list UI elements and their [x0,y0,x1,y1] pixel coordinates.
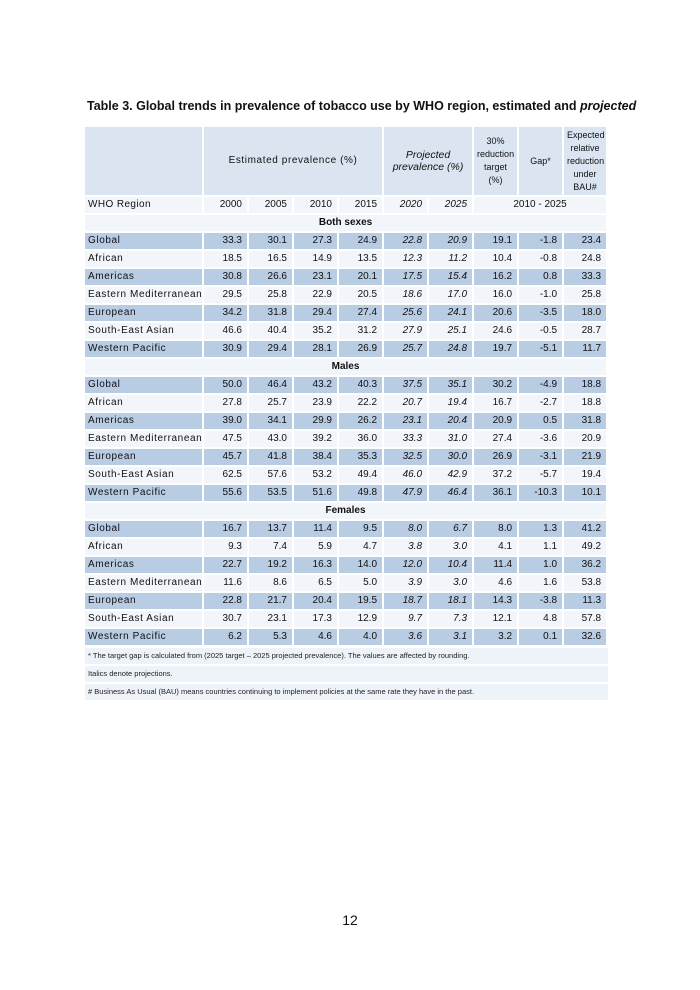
region-name-cell: Eastern Mediterranean [85,431,204,449]
value-cell: 29.4 [294,305,339,323]
value-cell: 22.7 [204,557,249,575]
value-cell: 35.1 [429,377,474,395]
value-cell: 12.9 [339,611,384,629]
value-cell: 23.1 [249,611,294,629]
value-cell: 57.6 [249,467,294,485]
value-cell: 62.5 [204,467,249,485]
value-cell: 13.7 [249,521,294,539]
value-cell: 0.5 [519,413,564,431]
value-cell: -0.5 [519,323,564,341]
value-cell: 22.8 [384,233,429,251]
region-name-cell: Global [85,377,204,395]
region-name-cell: European [85,305,204,323]
table-row [85,629,608,647]
value-cell: -3.6 [519,431,564,449]
value-cell: 39.2 [294,431,339,449]
section-label: Males [85,359,608,377]
year-header: 2020 [384,197,429,215]
page-number: 12 [342,912,358,928]
year-header: 2025 [429,197,474,215]
region-name-cell: Western Pacific [85,485,204,503]
value-cell: 20.5 [339,287,384,305]
value-cell: 22.2 [339,395,384,413]
value-cell: -0.8 [519,251,564,269]
value-cell: 20.9 [474,413,519,431]
value-cell: 24.8 [564,251,608,269]
value-cell: 42.9 [429,467,474,485]
value-cell: 20.9 [429,233,474,251]
value-cell: 36.0 [339,431,384,449]
value-cell: 18.8 [564,395,608,413]
value-cell: 5.3 [249,629,294,647]
value-cell: 8.0 [474,521,519,539]
value-cell: 30.8 [204,269,249,287]
value-cell: 11.4 [474,557,519,575]
table-row [85,395,608,413]
value-cell: 41.8 [249,449,294,467]
value-cell: 46.6 [204,323,249,341]
value-cell: 26.9 [339,341,384,359]
value-cell: 32.5 [384,449,429,467]
value-cell: 11.4 [294,521,339,539]
value-cell: 3.1 [429,629,474,647]
value-cell: 55.6 [204,485,249,503]
table-row [85,287,608,305]
value-cell: 31.0 [429,431,474,449]
value-cell: 10.4 [429,557,474,575]
value-cell: 20.9 [564,431,608,449]
value-cell: 19.4 [564,467,608,485]
value-cell: 9.5 [339,521,384,539]
value-cell: -5.1 [519,341,564,359]
value-cell: 18.7 [384,593,429,611]
value-cell: 12.1 [474,611,519,629]
value-cell: 3.0 [429,575,474,593]
value-cell: 0.8 [519,269,564,287]
value-cell: 1.0 [519,557,564,575]
table-row [85,521,608,539]
value-cell: 43.0 [249,431,294,449]
value-cell: 33.3 [384,431,429,449]
value-cell: 36.1 [474,485,519,503]
value-cell: 18.6 [384,287,429,305]
value-cell: 1.6 [519,575,564,593]
region-name-cell: Americas [85,557,204,575]
value-cell: 25.8 [564,287,608,305]
value-cell: 23.1 [384,413,429,431]
value-cell: 18.1 [429,593,474,611]
value-cell: 17.3 [294,611,339,629]
value-cell: 24.8 [429,341,474,359]
value-cell: 24.1 [429,305,474,323]
projected-header: Projected prevalence (%) [384,127,474,197]
table-row [85,251,608,269]
value-cell: 32.6 [564,629,608,647]
value-cell: 3.2 [474,629,519,647]
value-cell: 49.2 [564,539,608,557]
value-cell: 26.9 [474,449,519,467]
prevalence-table [85,127,608,647]
value-cell: 27.9 [384,323,429,341]
value-cell: 30.7 [204,611,249,629]
section-row [85,215,608,233]
value-cell: 21.9 [564,449,608,467]
value-cell: 23.1 [294,269,339,287]
section-label: Both sexes [85,215,608,233]
region-name-cell: Global [85,233,204,251]
value-cell: 35.3 [339,449,384,467]
region-name-cell: Western Pacific [85,341,204,359]
value-cell: 43.2 [294,377,339,395]
estimated-header: Estimated prevalence (%) [204,127,384,197]
value-cell: 15.4 [429,269,474,287]
value-cell: 25.7 [249,395,294,413]
value-cell: 4.0 [339,629,384,647]
region-name-cell: Americas [85,413,204,431]
value-cell: 53.5 [249,485,294,503]
value-cell: 20.6 [474,305,519,323]
value-cell: 28.7 [564,323,608,341]
value-cell: 23.9 [294,395,339,413]
value-cell: 20.7 [384,395,429,413]
value-cell: 19.2 [249,557,294,575]
note-gap: * The target gap is calculated from (2025 target – 2025 projected prevalence). The values are affected by rounding. [85,648,608,664]
value-cell: -1.8 [519,233,564,251]
value-cell: -4.9 [519,377,564,395]
value-cell: 17.5 [384,269,429,287]
value-cell: 22.8 [204,593,249,611]
value-cell: 11.3 [564,593,608,611]
value-cell: 34.2 [204,305,249,323]
value-cell: 9.3 [204,539,249,557]
value-cell: 16.7 [204,521,249,539]
value-cell: 4.6 [294,629,339,647]
value-cell: 39.0 [204,413,249,431]
value-cell: 1.3 [519,521,564,539]
value-cell: 34.1 [249,413,294,431]
year-header: 2010 [294,197,339,215]
value-cell: 5.0 [339,575,384,593]
value-cell: 24.6 [474,323,519,341]
table-row [85,341,608,359]
value-cell: 24.9 [339,233,384,251]
value-cell: 10.1 [564,485,608,503]
table-row [85,539,608,557]
value-cell: 30.9 [204,341,249,359]
value-cell: 16.5 [249,251,294,269]
value-cell: 25.8 [249,287,294,305]
value-cell: 20.4 [294,593,339,611]
value-cell: 37.2 [474,467,519,485]
value-cell: 6.7 [429,521,474,539]
value-cell: 12.0 [384,557,429,575]
value-cell: 5.9 [294,539,339,557]
table-row [85,611,608,629]
section-row [85,359,608,377]
section-label: Females [85,503,608,521]
header-blank-cell [85,127,204,197]
range-header: 2010 - 2025 [474,197,608,215]
region-name-cell: Western Pacific [85,629,204,647]
table-row [85,593,608,611]
value-cell: 8.6 [249,575,294,593]
value-cell: 51.6 [294,485,339,503]
table-title-projected: projected [579,99,637,113]
value-cell: 30.0 [429,449,474,467]
value-cell: 3.8 [384,539,429,557]
value-cell: 27.4 [474,431,519,449]
table-row [85,323,608,341]
value-cell: 26.2 [339,413,384,431]
value-cell: 29.5 [204,287,249,305]
value-cell: 45.7 [204,449,249,467]
value-cell: 25.1 [429,323,474,341]
value-cell: 53.8 [564,575,608,593]
value-cell: 17.0 [429,287,474,305]
table-row [85,413,608,431]
value-cell: 3.0 [429,539,474,557]
value-cell: 18.5 [204,251,249,269]
table-row [85,449,608,467]
value-cell: 8.0 [384,521,429,539]
region-name-cell: Eastern Mediterranean [85,575,204,593]
value-cell: 53.2 [294,467,339,485]
table-title [87,99,647,113]
year-header: 2005 [249,197,294,215]
value-cell: 12.3 [384,251,429,269]
value-cell: 41.2 [564,521,608,539]
region-name-cell: Eastern Mediterranean [85,287,204,305]
value-cell: 20.4 [429,413,474,431]
value-cell: 3.9 [384,575,429,593]
table-row [85,467,608,485]
value-cell: 47.5 [204,431,249,449]
value-cell: 11.2 [429,251,474,269]
value-cell: 18.0 [564,305,608,323]
expected-header: Expected relative reduction under BAU# [564,127,608,197]
value-cell: 31.8 [564,413,608,431]
value-cell: 7.3 [429,611,474,629]
table-row [85,557,608,575]
region-name-cell: European [85,593,204,611]
region-name-cell: African [85,539,204,557]
value-cell: 37.5 [384,377,429,395]
value-cell: 6.5 [294,575,339,593]
value-cell: 11.6 [204,575,249,593]
value-cell: 21.7 [249,593,294,611]
value-cell: -5.7 [519,467,564,485]
value-cell: 1.1 [519,539,564,557]
table-row [85,431,608,449]
value-cell: 49.8 [339,485,384,503]
value-cell: 35.2 [294,323,339,341]
value-cell: 16.3 [294,557,339,575]
value-cell: 50.0 [204,377,249,395]
region-name-cell: South-East Asian [85,611,204,629]
value-cell: 19.1 [474,233,519,251]
value-cell: 16.2 [474,269,519,287]
region-name-cell: European [85,449,204,467]
region-name-cell: South-East Asian [85,467,204,485]
value-cell: 16.7 [474,395,519,413]
value-cell: 19.5 [339,593,384,611]
value-cell: 31.2 [339,323,384,341]
value-cell: 14.9 [294,251,339,269]
table-row [85,233,608,251]
value-cell: 25.7 [384,341,429,359]
year-header: 2015 [339,197,384,215]
value-cell: 10.4 [474,251,519,269]
value-cell: 13.5 [339,251,384,269]
value-cell: 40.3 [339,377,384,395]
note-italics: Italics denote projections. [85,666,608,682]
value-cell: 11.7 [564,341,608,359]
value-cell: -3.1 [519,449,564,467]
value-cell: -3.8 [519,593,564,611]
table-row [85,575,608,593]
value-cell: 4.6 [474,575,519,593]
value-cell: 19.4 [429,395,474,413]
value-cell: -1.0 [519,287,564,305]
header-row [85,127,608,197]
region-name-cell: Global [85,521,204,539]
table-row [85,269,608,287]
value-cell: -3.5 [519,305,564,323]
value-cell: 33.3 [204,233,249,251]
value-cell: 27.8 [204,395,249,413]
value-cell: 18.8 [564,377,608,395]
value-cell: 14.3 [474,593,519,611]
table-notes [85,648,608,702]
table-title-text: Table 3. Global trends in prevalence of tobacco use by WHO region, estimated and [87,99,580,113]
value-cell: 47.9 [384,485,429,503]
value-cell: 16.0 [474,287,519,305]
table-row [85,305,608,323]
value-cell: 31.8 [249,305,294,323]
value-cell: 46.0 [384,467,429,485]
year-header: 2000 [204,197,249,215]
value-cell: 19.7 [474,341,519,359]
value-cell: 9.7 [384,611,429,629]
value-cell: 27.4 [339,305,384,323]
value-cell: 28.1 [294,341,339,359]
value-cell: 23.4 [564,233,608,251]
target-header: 30% reduction target (%) [474,127,519,197]
value-cell: 4.7 [339,539,384,557]
value-cell: 20.1 [339,269,384,287]
value-cell: 30.2 [474,377,519,395]
value-cell: 0.1 [519,629,564,647]
value-cell: 46.4 [429,485,474,503]
table-row [85,485,608,503]
value-cell: 25.6 [384,305,429,323]
value-cell: 22.9 [294,287,339,305]
region-name-cell: Americas [85,269,204,287]
gap-header: Gap* [519,127,564,197]
region-name-cell: African [85,395,204,413]
value-cell: 26.6 [249,269,294,287]
table-row [85,377,608,395]
value-cell: 46.4 [249,377,294,395]
value-cell: 38.4 [294,449,339,467]
value-cell: 36.2 [564,557,608,575]
value-cell: 30.1 [249,233,294,251]
value-cell: 4.8 [519,611,564,629]
value-cell: 40.4 [249,323,294,341]
value-cell: 49.4 [339,467,384,485]
value-cell: 7.4 [249,539,294,557]
value-cell: 3.6 [384,629,429,647]
who-region-header: WHO Region [85,197,204,215]
value-cell: 27.3 [294,233,339,251]
value-cell: 29.9 [294,413,339,431]
value-cell: 57.8 [564,611,608,629]
note-bau: # Business As Usual (BAU) means countries continuing to implement policies at the same rate they have in the past. [85,684,608,700]
value-cell: -10.3 [519,485,564,503]
value-cell: 6.2 [204,629,249,647]
section-row [85,503,608,521]
value-cell: 4.1 [474,539,519,557]
value-cell: 14.0 [339,557,384,575]
region-name-cell: South-East Asian [85,323,204,341]
year-header-row [85,197,608,215]
value-cell: -2.7 [519,395,564,413]
region-name-cell: African [85,251,204,269]
value-cell: 33.3 [564,269,608,287]
value-cell: 29.4 [249,341,294,359]
